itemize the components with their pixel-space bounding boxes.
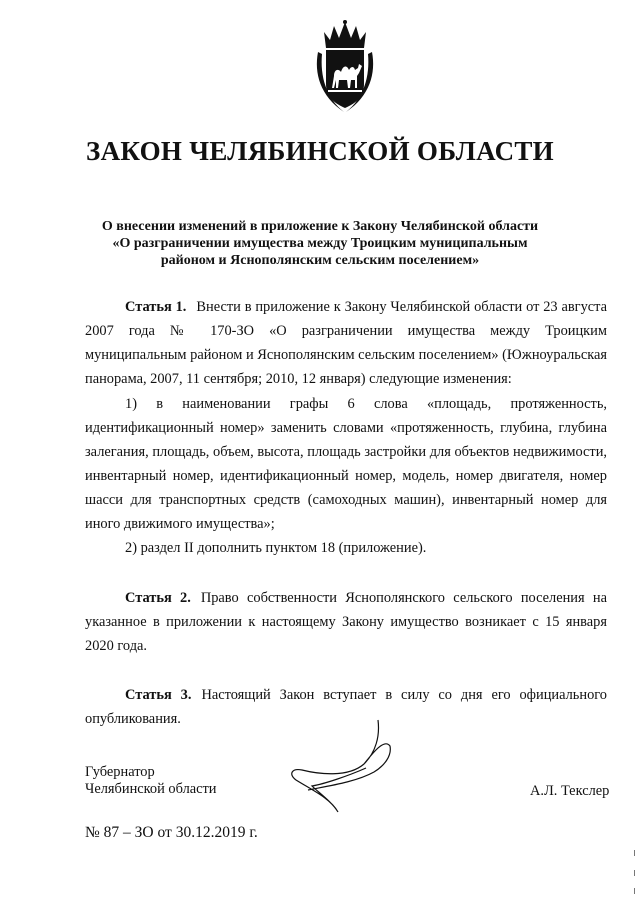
subtitle-line: районом и Яснополянским сельским поселением» (160, 253, 480, 268)
article-1-item-2: 2) раздел II дополнить пунктом 18 (приложение). (125, 540, 427, 556)
article-text: Внести в приложение к Закону Челябинской области от 23 августа 2007 года № 170-ЗО «О разграничении имущества между Троицким муниципальным районом и Яснополянским сельским поселением» (Южноуральская панорама, 2007, 11 сентября; 2010, 12 января) следующие изменения: (85, 299, 608, 387)
article-text: Право собственности Яснополянского сельского поселения на указанное в приложении к настоящему Закону имущество возникает с 15 января 2020 года. (85, 590, 608, 654)
signatory-name: А.Л. Текслер (530, 783, 610, 799)
law-number: № 87 – ЗО от 30.12.2019 г. (85, 824, 258, 841)
article-1-item-1: 1) в наименовании графы 6 слова «площадь, протяженность, идентификационный номер» заменить словами «протяженность, глубина, глубина залегания, площадь, объем, высота, площадь застройки для объектов недвижимости, инвентарный номер, идентификационный номер, модель, номер двигателя, номер шасси для транспортных средств (самоходных машин), инвентарный номер для иного движимого имущества»; (85, 396, 607, 532)
law-subtitle (0, 218, 640, 269)
margin-mark (634, 888, 635, 894)
subtitle-line: О внесении изменений в приложение к Закону Челябинской области (101, 219, 539, 234)
article-label: Статья 1. (125, 299, 187, 315)
article-label: Статья 3. (125, 687, 192, 703)
margin-mark (634, 850, 635, 856)
article-text: Настоящий Закон вступает в силу со дня его официального опубликования. (85, 687, 608, 727)
subtitle-line: «О разграничении имущества между Троицким муниципальным (112, 236, 528, 251)
page-title: ЗАКОН ЧЕЛЯБИНСКОЙ ОБЛАСТИ (86, 136, 554, 166)
article-2 (85, 586, 607, 658)
article-label: Статья 2. (125, 590, 191, 606)
article-1 (85, 295, 607, 391)
coat-of-arms-emblem (314, 18, 376, 116)
margin-mark (634, 870, 635, 876)
governor-line: Челябинской области (85, 781, 217, 797)
governor-title (85, 764, 217, 798)
handwritten-signature (268, 716, 398, 821)
governor-line: Губернатор (85, 764, 155, 780)
